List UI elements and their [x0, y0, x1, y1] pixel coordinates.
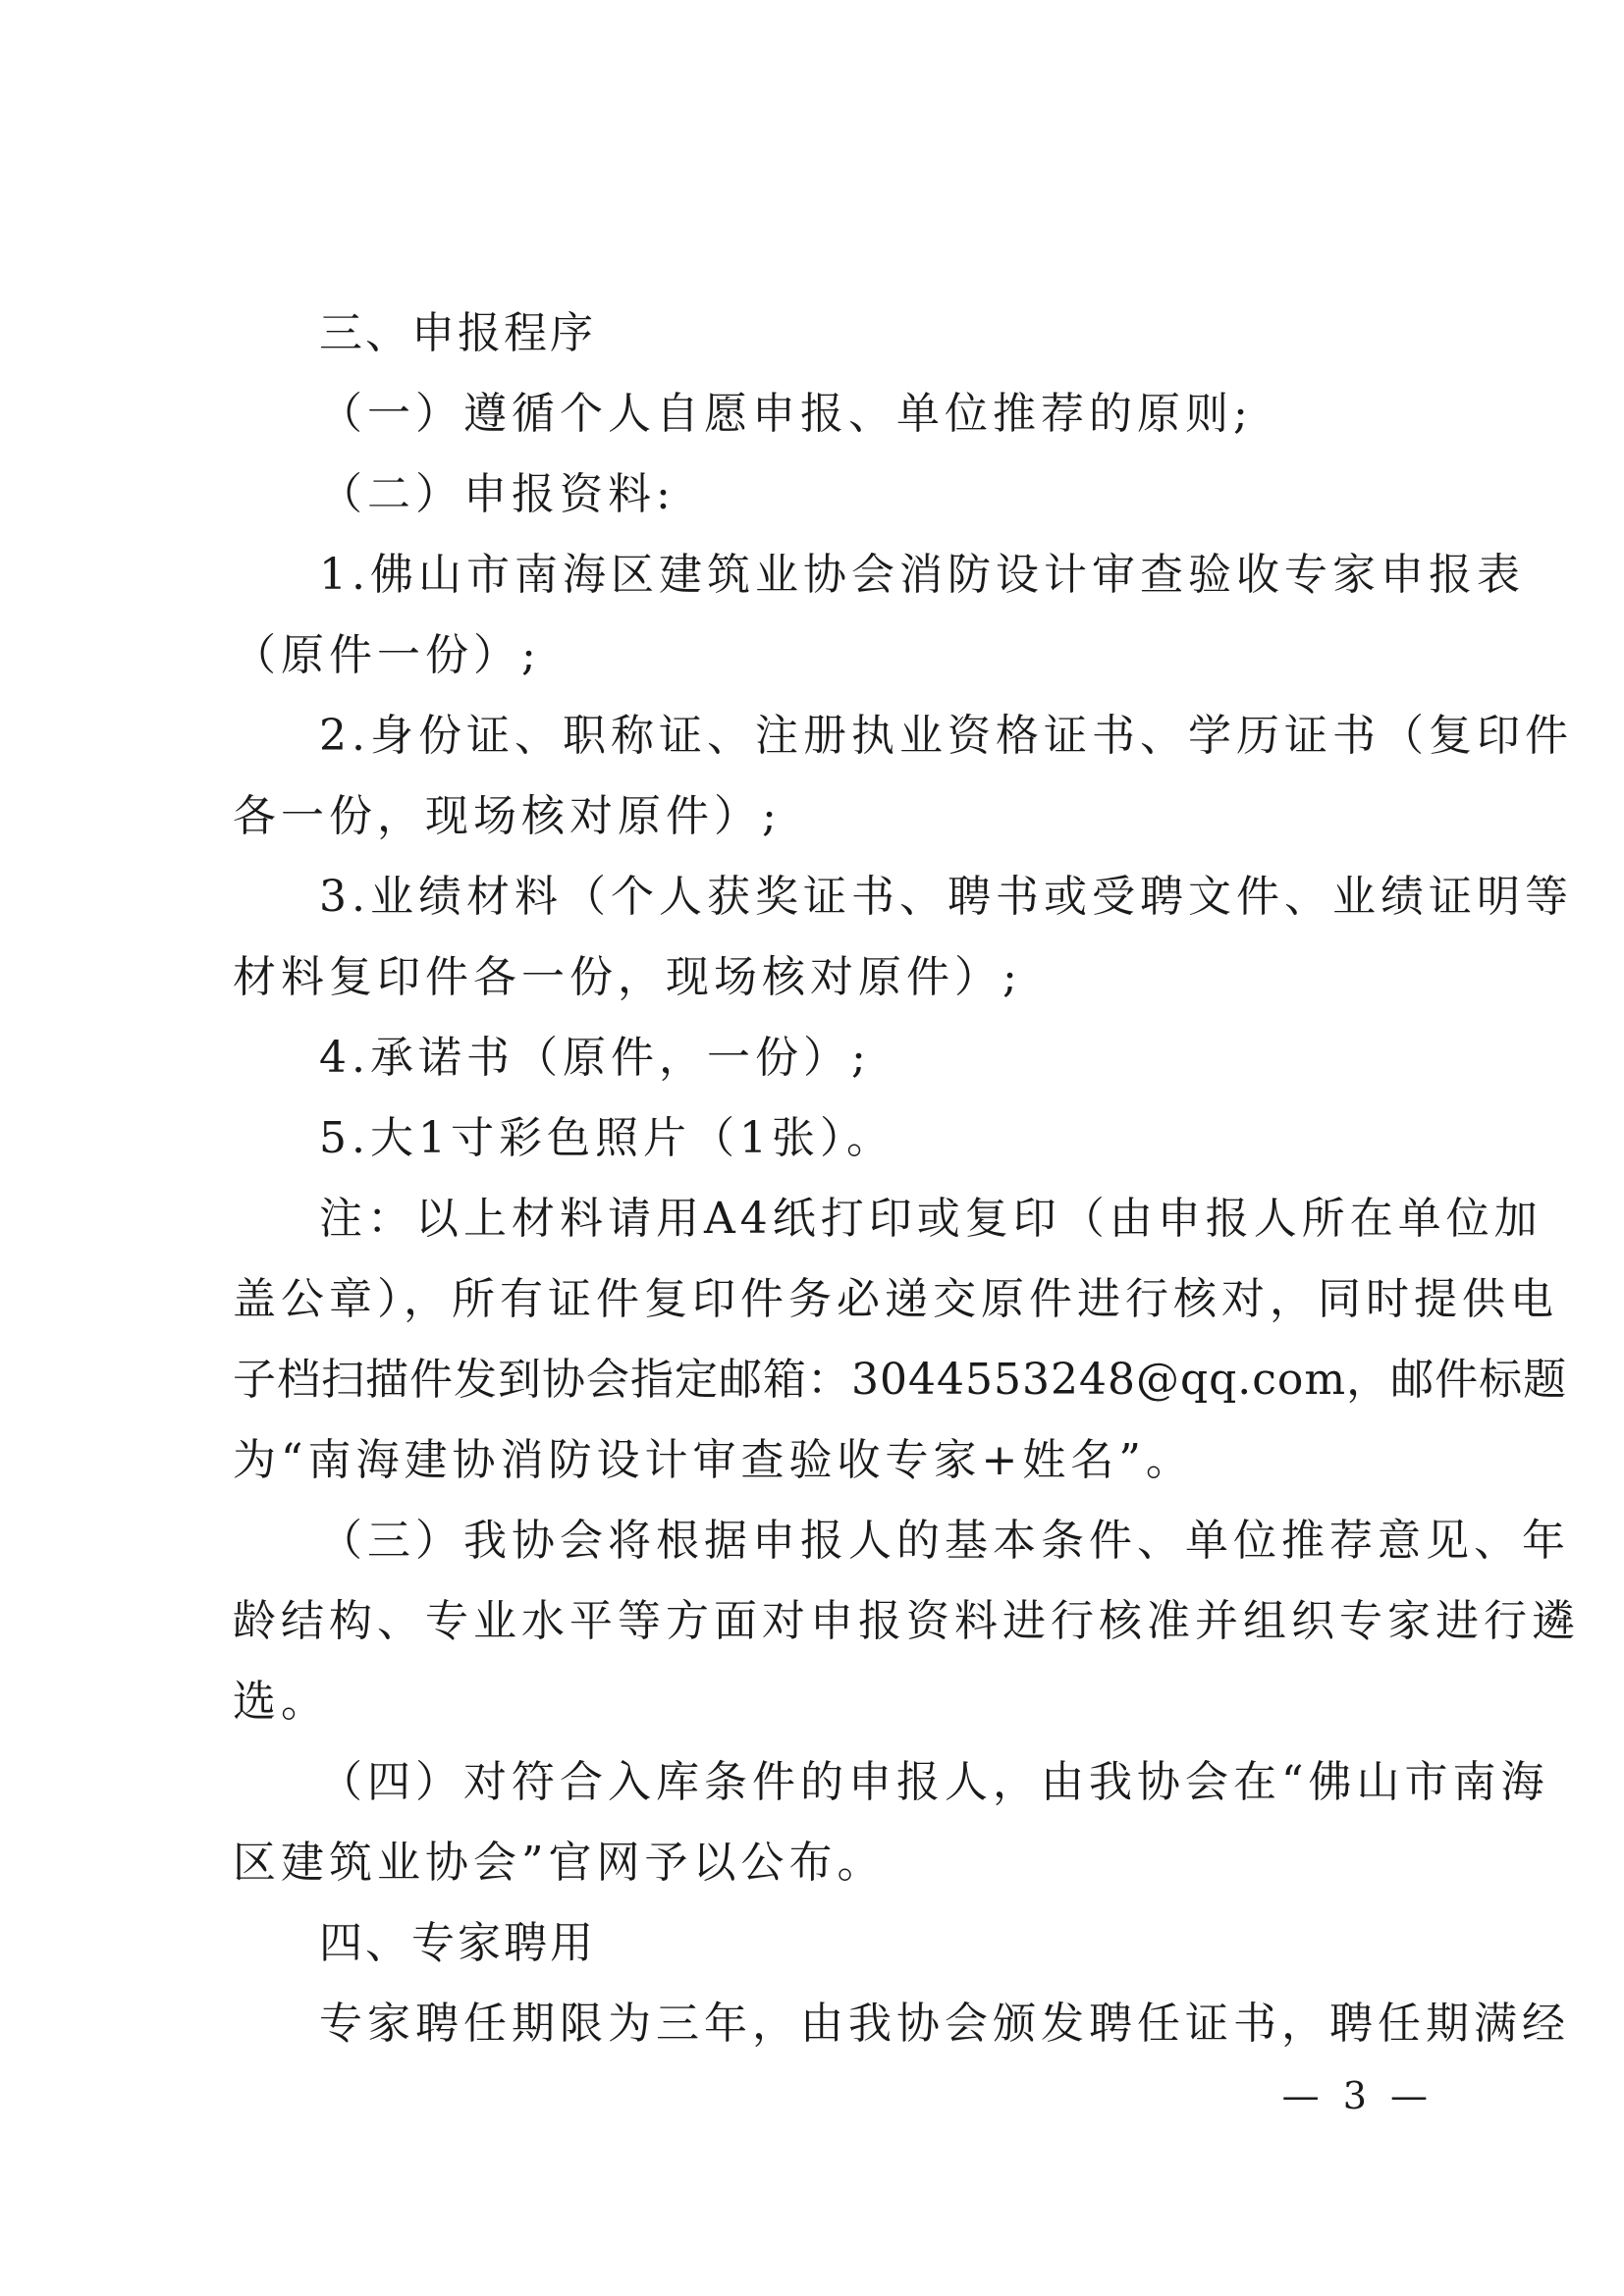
paragraph-line: 材料复印件各一份，现场核对原件）;	[233, 952, 1022, 1002]
paragraph-line: 4.承诺书（原件，一份）;	[319, 1033, 871, 1083]
paragraph-line: （一）遵循个人自愿申报、单位推荐的原则;	[319, 389, 1253, 439]
paragraph-line: 选。	[233, 1677, 329, 1727]
paragraph-line: 各一份，现场核对原件）;	[233, 791, 782, 841]
paragraph-line: 5.大1寸彩色照片（1张）。	[319, 1113, 894, 1163]
page-number: — 3 —	[1281, 2074, 1434, 2117]
section-heading-expert-appointment: 四、专家聘用	[319, 1918, 596, 1968]
paragraph-line: 1.佛山市南海区建筑业协会消防设计审查验收专家申报表	[319, 550, 1525, 600]
paragraph-line: 注：以上材料请用A4纸打印或复印（由申报人所在单位加	[319, 1194, 1543, 1244]
paragraph-line: 龄结构、专业水平等方面对申报资料进行核准并组织专家进行遴	[233, 1596, 1580, 1646]
paragraph-line: 盖公章），所有证件复印件务必递交原件进行核对，同时提供电	[233, 1274, 1558, 1324]
paragraph-line: 为“南海建协消防设计审查验收专家+姓名”。	[233, 1435, 1194, 1485]
paragraph-line: （三）我协会将根据申报人的基本条件、单位推荐意见、年	[319, 1516, 1570, 1566]
paragraph-line: 专家聘任期限为三年，由我协会颁发聘任证书，聘任期满经	[319, 1999, 1570, 2049]
paragraph-line: 3.业绩材料（个人获奖证书、聘书或受聘文件、业绩证明等	[319, 872, 1573, 922]
paragraph-line: 2.身份证、职称证、注册执业资格证书、学历证书（复印件	[319, 711, 1573, 761]
section-heading-application-procedure: 三、申报程序	[319, 308, 596, 358]
paragraph-line: 子档扫描件发到协会指定邮箱：3044553248@qq.com，邮件标题	[233, 1355, 1568, 1405]
paragraph-line: （原件一份）;	[233, 630, 541, 680]
paragraph-line: （四）对符合入库条件的申报人，由我协会在“佛山市南海	[319, 1757, 1549, 1807]
paragraph-line: （二）申报资料:	[319, 469, 676, 519]
paragraph-line: 区建筑业协会”官网予以公布。	[233, 1838, 886, 1888]
